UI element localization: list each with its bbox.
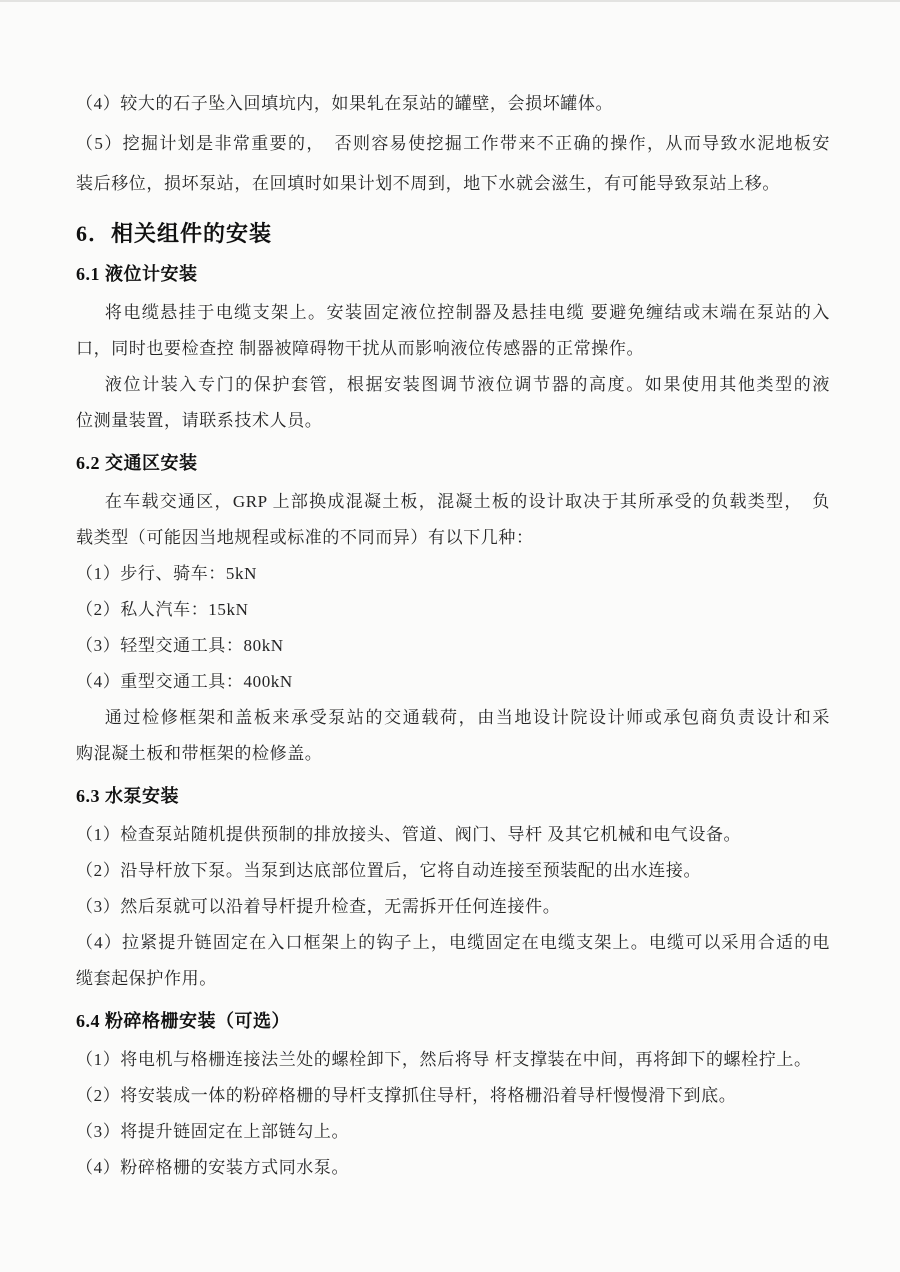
list-item-line: （1）检查泵站随机提供预制的排放接头、管道、阀门、导杆 及其它机械和电气设备。 [76, 825, 742, 844]
paragraph-line: 在车载交通区，GRP 上部换成混凝土板，混凝土板的设计取决于其所承受的负载类型， 负 [104, 492, 830, 511]
subsection-heading-6-4: 6.4 粉碎格栅安装（可选） [76, 1011, 290, 1031]
intro-paragraphs [76, 84, 830, 204]
list-item-line: （4）较大的石子坠入回填坑内，如果轧在泵站的罐壁，会损坏罐体。 [76, 94, 614, 113]
paragraph-line: 购混凝土板和带框架的检修盖。 [76, 744, 323, 763]
list-item-line: （4）粉碎格栅的安装方式同水泵。 [76, 1158, 350, 1177]
paragraph-line: 通过检修框架和盖板来承受泵站的交通载荷，由当地设计院设计师或承包商负责设计和采 [104, 708, 830, 727]
paragraph-line: 位测量装置，请联系技术人员。 [76, 411, 323, 430]
paragraph-line: 液位计装入专门的保护套管，根据安装图调节液位调节器的高度。如果使用其他类型的液 [104, 375, 830, 394]
paragraph-line: 载类型（可能因当地规程或标准的不同而异）有以下几种： [76, 528, 534, 547]
subsection-heading-6-2: 6.2 交通区安装 [76, 453, 198, 473]
list-item-line: （1）步行、骑车：5kN [76, 564, 257, 583]
paragraph-line: 装后移位，损坏泵站，在回填时如果计划不周到，地下水就会滋生，有可能导致泵站上移。 [76, 174, 780, 193]
list-item-line: （2）私人汽车：15kN [76, 600, 249, 619]
list-item-line: （3）将提升链固定在上部链勾上。 [76, 1122, 350, 1141]
document-content [0, 2, 900, 1186]
subsection-heading-6-1: 6.1 液位计安装 [76, 264, 198, 284]
list-item-line: （2）沿导杆放下泵。当泵到达底部位置后，它将自动连接至预装配的出水连接。 [76, 861, 702, 880]
paragraph-line: 口，同时也要检查控 制器被障碍物干扰从而影响液位传感器的正常操作。 [76, 339, 645, 358]
list-item-line: （3）轻型交通工具：80kN [76, 636, 284, 655]
section-heading: 6．相关组件的安装 [76, 221, 273, 246]
subsection-heading-6-3: 6.3 水泵安装 [76, 786, 179, 806]
list-item-line: （3）然后泵就可以沿着导杆提升检查，无需拆开任何连接件。 [76, 897, 561, 916]
list-item-line: （4）拉紧提升链固定在入口框架上的钩子上，电缆固定在电缆支架上。电缆可以采用合适的电 [76, 933, 830, 952]
list-item-line: （5）挖掘计划是非常重要的， 否则容易使挖掘工作带来不正确的操作，从而导致水泥地板安 [76, 134, 830, 153]
paragraph-line: 缆套起保护作用。 [76, 969, 217, 988]
list-item-line: （1）将电机与格栅连接法兰处的螺栓卸下，然后将导 杆支撑装在中间，再将卸下的螺栓拧上。 [76, 1050, 812, 1069]
list-item-line: （2）将安装成一体的粉碎格栅的导杆支撑抓住导杆，将格栅沿着导杆慢慢滑下到底。 [76, 1086, 737, 1105]
paragraph-line: 将电缆悬挂于电缆支架上。安装固定液位控制器及悬挂电缆 要避免缠结或末端在泵站的入 [104, 303, 830, 322]
list-item-line: （4）重型交通工具：400kN [76, 672, 293, 691]
